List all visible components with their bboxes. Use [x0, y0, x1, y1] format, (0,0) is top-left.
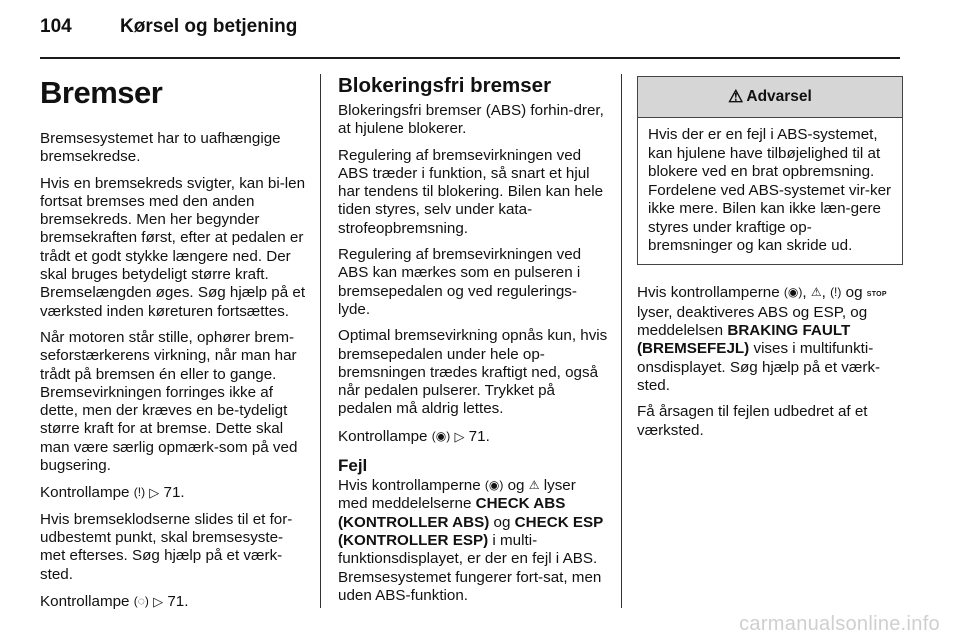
subheading-fault: Fejl [338, 456, 368, 476]
lamp-ref-text: Kontrollampe [40, 484, 130, 502]
warning-body: Hvis der er en fejl i ABS-systemet, kan hjulene have tilbøjelighed til at blokere ved en brat opbremsning. Fordelene ved ABS-systemet vir-ker ikke mere. Bilen kan ikke læn-gere styres under kraftige op-bremsninger og kan skride ud. [648, 126, 892, 254]
column-divider-1 [320, 74, 321, 608]
column-brakes [40, 66, 306, 619]
paragraph-lamp-ref [338, 427, 608, 446]
lamp-ref-text: Kontrollampe [338, 427, 428, 445]
lamp-ref-page: 71. [163, 484, 185, 502]
column-divider-2 [621, 74, 622, 608]
paragraph: Regulering af bremsevirkningen ved ABS træder i funktion, så snart et hjul har tendens til blokering. Bilen kan hele tiden styres, selv under kata-strofeopbremsning. [338, 146, 604, 237]
warning-box [637, 76, 903, 265]
paragraph-lamp-ref [40, 592, 306, 611]
page-ref-icon: ▷ [454, 428, 465, 444]
page-ref-icon: ▷ [149, 485, 160, 501]
header-rule [40, 57, 900, 59]
page-header [40, 16, 297, 48]
page-number: 104 [40, 16, 72, 37]
abs-icon: (◉) [484, 478, 504, 493]
page-ref-icon: ▷ [153, 593, 164, 609]
paragraph: Hvis en bremsekreds svigter, kan bi-len fortsat bremses med den anden bremsekreds. Men her begynder bremsekraften først, efter at pedalen er trådt et godt stykke længere ned. Der skal bruges betydeligt større kraft. Bremselængden øges. Søg hjælp på et værksted inden køreturen fortsættes. [40, 174, 306, 320]
paragraph-lamp-ref [40, 483, 306, 502]
lamp-ref-text: Kontrollampe [40, 592, 130, 610]
paragraph: Bremsesystemet har to uafhængige bremsekredse. [40, 130, 281, 166]
section-heading-brakes: Bremser [40, 75, 163, 110]
message-braking-fault: BRAKING FAULT (BREMSEFEJL) [637, 322, 851, 358]
column-warning [637, 66, 903, 448]
esp-icon: ⚠ [528, 478, 540, 493]
warning-header [638, 77, 902, 118]
paragraph: Blokeringsfri bremser (ABS) forhin-drer, at hjulene blokerer. [338, 102, 604, 138]
esp-icon: ⚠ [810, 284, 822, 299]
warning-triangle-icon: ⚠ [728, 86, 744, 106]
stop-icon: STOP [866, 290, 887, 298]
running-title: Kørsel og betjening [120, 16, 298, 37]
lamp-ref-page: 71. [167, 592, 189, 610]
abs-icon: (◉) [783, 284, 803, 299]
paragraph: Optimal bremsevirkning opnås kun, hvis bremsepedalen under hele op-bremsningen trædes kraftigt ned, også når pedalen pulserer. Trykket på pedalen må aldrig lettes. [338, 327, 608, 418]
paragraph: Når motoren står stille, ophører brem-seforstærkerens virkning, når man har trådt på bremsen én eller to gange. Bremsevirkningen forringes ikke af dette, men der kræves en be-tydeligt større kraft for at bremse. Dette skal man være særlig opmærk-som på ved bugsering. [40, 328, 298, 475]
brake-warning-icon: (!) [133, 485, 146, 500]
paragraph-fault: Hvis kontrollamperne (◉) og ⚠ lyser med meddelelserne CHECK ABS (KONTROLLER ABS) og CHECK ESP (KONTROLLER ESP) i multi-funktionsdisplayet, er der en fejl i ABS. Bremsesystemet fungerer fort-sat, men uden ABS-funktion. [338, 477, 604, 604]
message-check-esp: CHECK ESP (KONTROLLER ESP) [338, 513, 604, 549]
section-heading-abs: Blokeringsfri bremser [338, 74, 552, 97]
watermark: carmanualsonline.info [739, 613, 940, 635]
paragraph: Hvis bremseklodserne slides til et for-udbestemt punkt, skal bremsesyste-met efterses. Søg hjælp på et værk-sted. [40, 510, 293, 583]
paragraph-braking-fault: Hvis kontrollamperne (◉), ⚠, (!) og STOP lyser, deaktiveres ABS og ESP, og meddelelsen BRAKING FAULT (BREMSEFEJL) vises i multifunkti-onsdisplayet. Søg hjælp på et værk-sted. [637, 283, 887, 394]
paragraph: Regulering af bremsevirkningen ved ABS kan mærkes som en pulseren i bremsepedalen og ved regulerings-lyde. [338, 246, 582, 318]
brake-warning-icon: (!) [830, 284, 842, 299]
column-abs [338, 66, 608, 613]
lamp-ref-page: 71. [468, 427, 490, 445]
abs-icon: (◉) [431, 428, 451, 443]
paragraph: Få årsagen til fejlen udbedret af et værksted. [637, 403, 868, 439]
message-check-abs: CHECK ABS (KONTROLLER ABS) [338, 495, 566, 531]
warning-title: Advarsel [746, 87, 812, 105]
brake-pad-wear-icon: (◌) [133, 593, 149, 608]
